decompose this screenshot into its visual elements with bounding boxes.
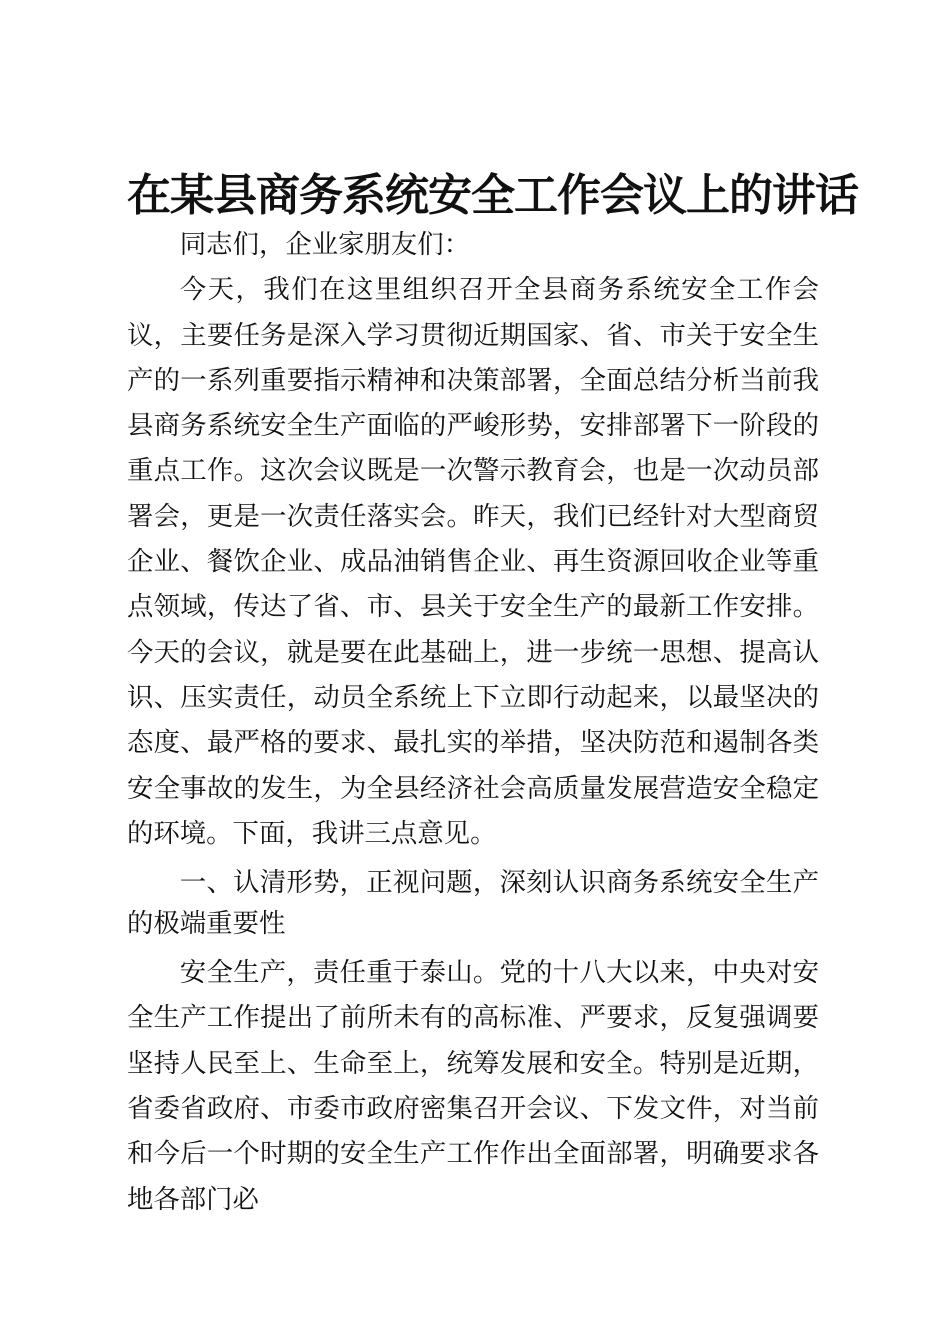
paragraph-section-1: 安全生产，责任重于泰山。党的十八大以来，中央对安全生产工作提出了前所未有的高标准、严要求，反复强调要坚持人民至上、生命至上，统筹发展和安全。特别是近期，省委省政府、市委市政府密集召开会议、下发文件，对当前和今后一个时期的安全生产工作作出全面部署，明确要求各地各部门必 xyxy=(127,957,819,1215)
document-title: 在某县商务系统安全工作会议上的讲话 xyxy=(127,170,858,221)
section-heading-1: 一、认清形势，正视问题，深刻认识商务系统安全生产的极端重要性 xyxy=(127,867,819,940)
salutation: 同志们，企业家朋友们： xyxy=(179,229,471,260)
document-body xyxy=(127,222,819,1222)
paragraph-opening: 今天，我们在这里组织召开全县商务系统安全工作会议，主要任务是深入学习贯彻近期国家、省、市关于安全生产的一系列重要指示精神和决策部署，全面总结分析当前我县商务系统安全生产面临的严峻形势，安排部署下一阶段的重点工作。这次会议既是一次警示教育会，也是一次动员部署会，更是一次责任落实会。昨天，我们已经针对大型商贸企业、餐饮企业、成品油销售企业、再生资源回收企业等重点领域，传达了省、市、县关于安全生产的最新工作安排。今天的会议，就是要在此基础上，进一步统一思想、提高认识、压实责任，动员全系统上下立即行动起来，以最坚决的态度、最严格的要求、最扎实的举措，坚决防范和遏制各类安全事故的发生，为全县经济社会高质量发展营造安全稳定的环境。下面，我讲三点意见。 xyxy=(127,274,819,849)
